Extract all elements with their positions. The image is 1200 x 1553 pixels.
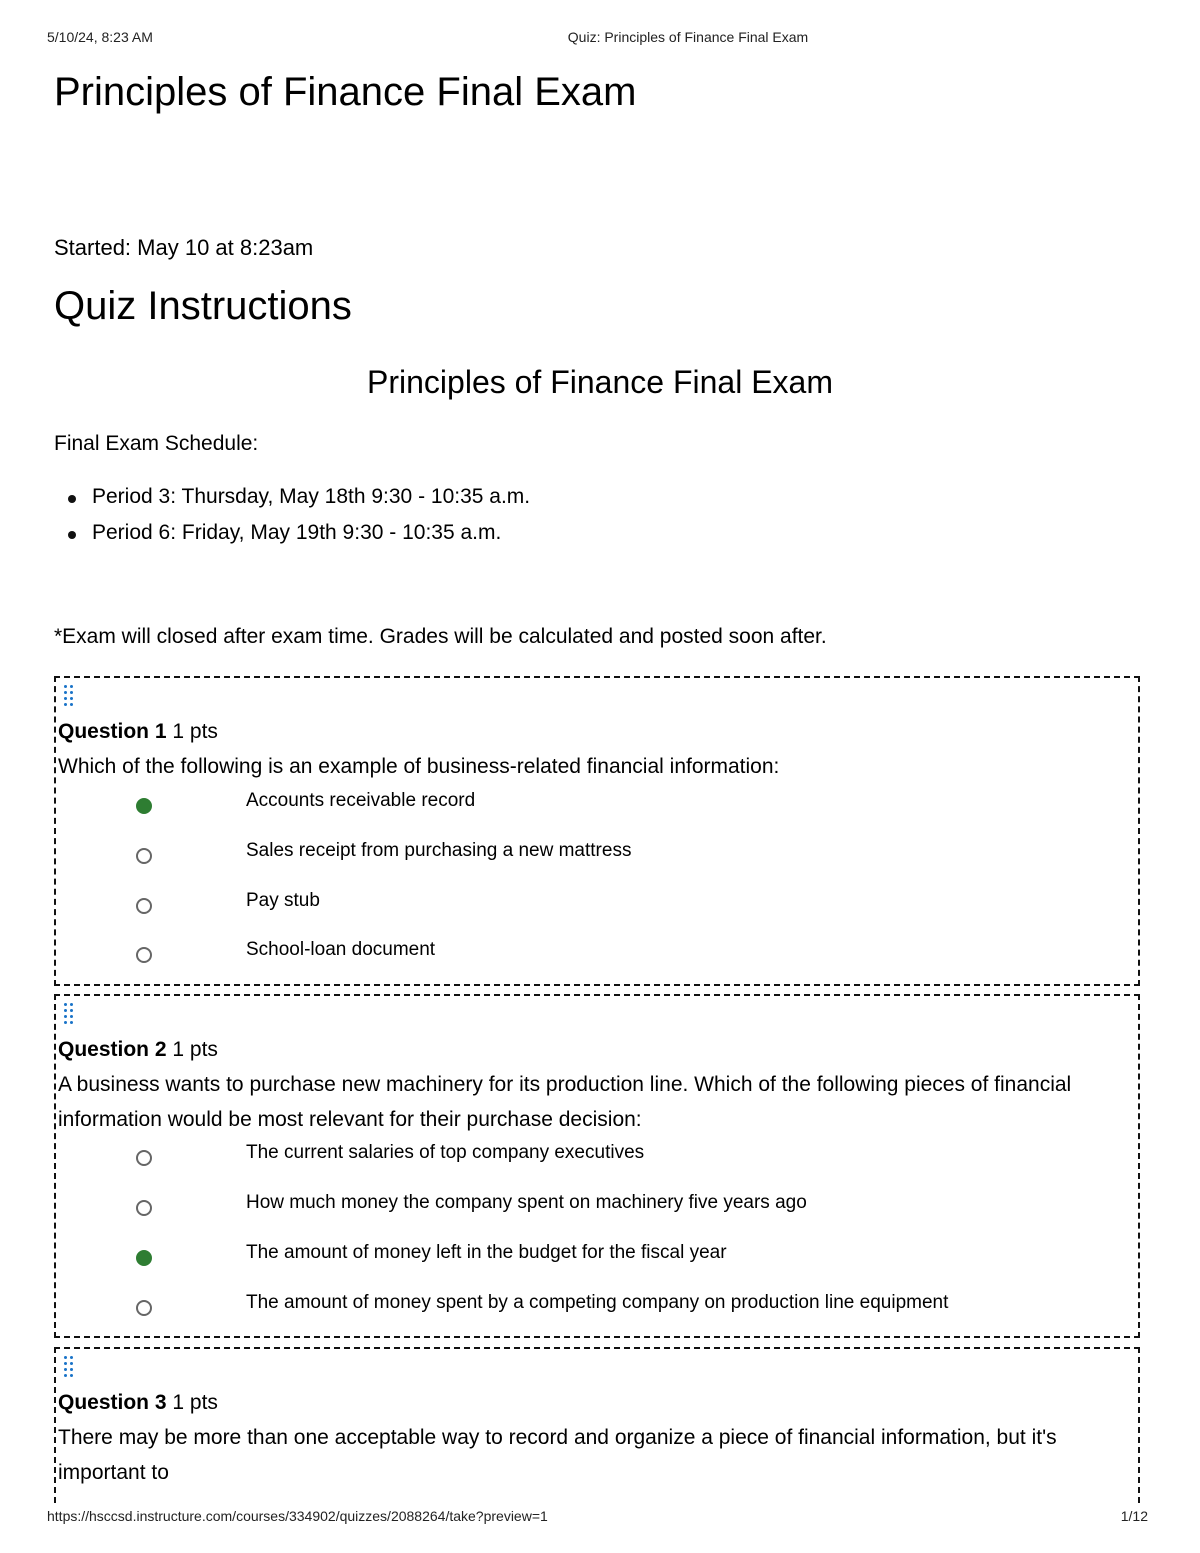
question-header (58, 720, 218, 744)
radio-icon[interactable] (136, 947, 152, 963)
quiz-instructions-title: Principles of Finance Final Exam (367, 364, 833, 400)
schedule-item: Period 6: Friday, May 19th 9:30 - 10:35 a.m. (54, 518, 530, 554)
question-1 (54, 676, 1140, 986)
schedule-item: Period 3: Thursday, May 18th 9:30 - 10:35 a.m. (54, 482, 530, 518)
question-label: Question 1 (58, 720, 167, 743)
answer-option[interactable] (56, 890, 1136, 930)
answer-option[interactable] (56, 1192, 1136, 1232)
question-text: There may be more than one acceptable way to record and organize a piece of financial information, but it's important to (58, 1426, 1057, 1484)
answer-option-label[interactable]: Sales receipt from purchasing a new mattress (246, 840, 632, 861)
quiz-instructions-heading: Quiz Instructions (54, 284, 352, 328)
answer-option[interactable] (56, 790, 1136, 830)
answer-option[interactable] (56, 1142, 1136, 1182)
drag-handle-icon[interactable] (63, 1355, 75, 1377)
question-points: 1 pts (172, 720, 218, 743)
answer-option-label[interactable]: The amount of money spent by a competing company on production line equipment (246, 1292, 949, 1313)
question-header (58, 1038, 218, 1062)
answer-option-label[interactable]: Pay stub (246, 890, 320, 911)
radio-selected-icon[interactable] (136, 1250, 152, 1266)
drag-handle-icon[interactable] (63, 684, 75, 706)
radio-icon[interactable] (136, 1200, 152, 1216)
radio-selected-icon[interactable] (136, 798, 152, 814)
question-label: Question 2 (58, 1038, 167, 1061)
answer-option-label[interactable]: The amount of money left in the budget for the fiscal year (246, 1242, 727, 1263)
page-title: Principles of Finance Final Exam (54, 70, 637, 114)
quiz-started-time: Started: May 10 at 8:23am (54, 235, 314, 260)
radio-icon[interactable] (136, 1150, 152, 1166)
radio-icon[interactable] (136, 1300, 152, 1316)
answer-option[interactable] (56, 1292, 1136, 1332)
question-text: A business wants to purchase new machinery for its production line. Which of the following pieces of financial information would be most relevant for their purchase decision: (58, 1073, 1072, 1131)
answer-option-label[interactable]: How much money the company spent on machinery five years ago (246, 1192, 807, 1213)
radio-icon[interactable] (136, 848, 152, 864)
answer-option-label[interactable]: Accounts receivable record (246, 790, 476, 811)
answer-option-label[interactable]: The current salaries of top company executives (246, 1142, 645, 1163)
print-page-number: 1/12 (1120, 1508, 1148, 1524)
schedule-list (54, 482, 530, 554)
answer-option[interactable] (56, 939, 1136, 979)
print-tab-title: Quiz: Principles of Finance Final Exam (567, 29, 809, 45)
question-points: 1 pts (172, 1038, 218, 1061)
answer-option[interactable] (56, 840, 1136, 880)
drag-handle-icon[interactable] (63, 1002, 75, 1024)
question-text: Which of the following is an example of business-related financial information: (58, 755, 780, 778)
question-points: 1 pts (172, 1391, 218, 1414)
question-2 (54, 994, 1140, 1338)
schedule-label: Final Exam Schedule: (54, 432, 259, 455)
print-url: https://hsccsd.instructure.com/courses/334902/quizzes/2088264/take?preview=1 (47, 1508, 548, 1524)
answer-option[interactable] (56, 1242, 1136, 1282)
print-datetime: 5/10/24, 8:23 AM (47, 29, 153, 45)
exam-note: *Exam will closed after exam time. Grades will be calculated and posted soon after. (54, 625, 827, 648)
question-3 (54, 1347, 1140, 1503)
question-label: Question 3 (58, 1391, 167, 1414)
question-header (58, 1391, 218, 1415)
radio-icon[interactable] (136, 898, 152, 914)
answer-option-label[interactable]: School-loan document (246, 939, 436, 960)
